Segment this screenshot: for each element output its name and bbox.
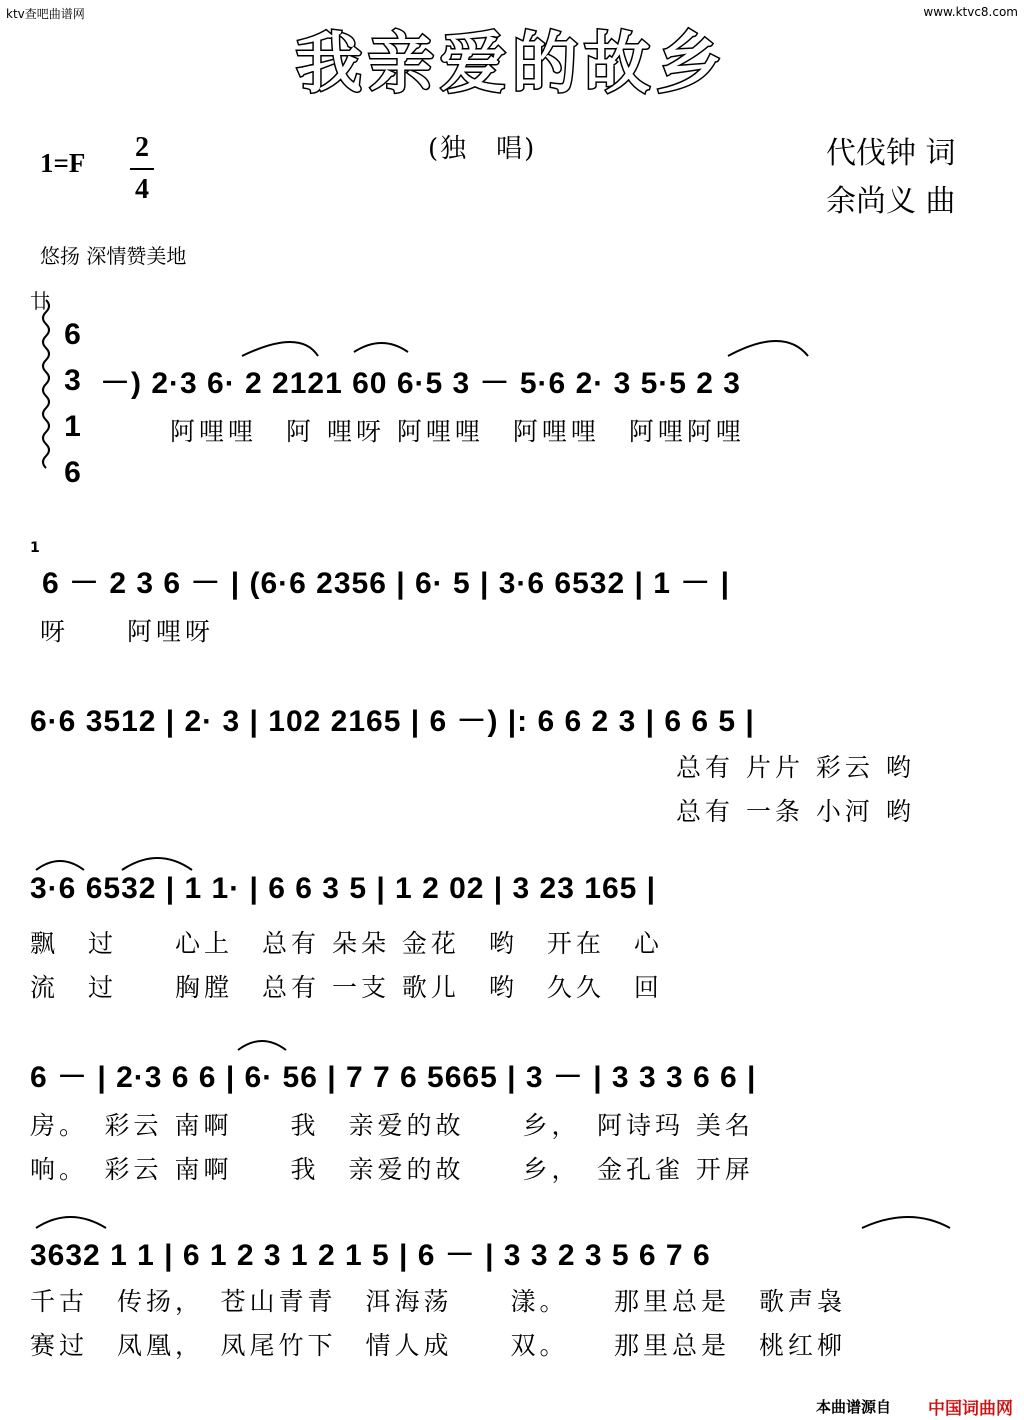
slur — [242, 342, 318, 356]
slur — [36, 861, 84, 870]
slur — [728, 341, 808, 356]
chord-note: 1 — [64, 410, 82, 443]
notation-row-3: 6·6 3512 | 2· 3 | 102 2165 | 6 －) |: 6 6 2 3 | 6 6 5 | — [30, 705, 755, 738]
fermata-mark: 廿 — [30, 289, 50, 313]
chord-note: 3 — [64, 364, 82, 397]
notation-row-4: 3·6 6532 | 1 1· | 6 6 3 5 | 1 2 02 | 3 23 165 | — [30, 872, 657, 905]
tempo-marking: 悠扬 深情赞美地 — [40, 244, 187, 268]
slur — [862, 1217, 950, 1228]
song-title: 我亲爱的故乡 — [296, 25, 728, 102]
arpeggio-line — [43, 300, 49, 468]
lyric-row-3-verse-2: 总有 一条 小河 哟 — [676, 797, 915, 826]
chord-note: 6 — [64, 456, 82, 489]
key-signature: 1=F — [40, 148, 86, 178]
chord-note: 6 — [64, 318, 82, 351]
lyric-row-6-verse-1: 千古 传扬， 苍山青青 洱海荡 漾。 那里总是 歌声袅 — [30, 1287, 847, 1316]
lyric-row-5-verse-2: 响。 彩云 南啊 我 亲爱的故 乡， 金孔雀 开屏 — [30, 1155, 754, 1184]
lyric-row-5-verse-1: 房。 彩云 南啊 我 亲爱的故 乡， 阿诗玛 美名 — [30, 1111, 754, 1140]
grace-note: 1 — [30, 540, 40, 556]
notation-row-1: －) 2·3 6· 2 2121 60 6·5 3 － 5·6 2· 3 5·5 2 3 — [100, 367, 741, 400]
slur — [238, 1041, 286, 1050]
notation-row-6: 3632 1 1 | 6 1 2 3 1 2 1 5 | 6 － | 3 3 2 3 5 6 7 6 — [30, 1239, 711, 1272]
performance-type: (独 唱) — [428, 134, 537, 164]
slur — [36, 1217, 106, 1228]
site-watermark-right: www.ktvc8.com — [923, 5, 1018, 19]
lyric-row-6-verse-2: 赛过 凤凰， 凤尾竹下 情人成 双。 那里总是 桃红柳 — [30, 1331, 847, 1360]
composer-credit: 余尚义 曲 — [826, 184, 956, 219]
site-watermark-left: ktv查吧曲谱网 — [6, 7, 85, 21]
notation-row-2: 6 － 2 3 6 － | (6·6 2356 | 6· 5 | 3·6 6532 | 1 － | — [42, 567, 730, 600]
lyric-row-4-verse-2: 流 过 胸膛 总有 一支 歌儿 哟 久久 回 — [30, 973, 663, 1002]
slur — [122, 858, 192, 870]
source-site: 中国词曲网 — [928, 1399, 1013, 1419]
lyricist-credit: 代伐钟 词 — [826, 136, 956, 171]
lyric-row-3-verse-1: 总有 片片 彩云 哟 — [676, 753, 915, 782]
notation-row-5: 6 － | 2·3 6 6 | 6· 56 | 7 7 6 5665 | 3 － | 3 3 3 6 6 | — [30, 1061, 757, 1094]
lyric-row-4-verse-1: 飘 过 心上 总有 朵朵 金花 哟 开在 心 — [30, 929, 663, 958]
lyric-row-2: 呀 阿哩呀 — [40, 617, 215, 646]
time-numerator: 2 — [135, 132, 149, 163]
source-label: 本曲谱源自 — [816, 1398, 892, 1416]
lyric-row-1: 阿哩哩 阿 哩呀 阿哩哩 阿哩哩 阿哩阿哩 — [170, 417, 745, 446]
time-denominator: 4 — [135, 174, 149, 205]
slur — [354, 343, 408, 352]
